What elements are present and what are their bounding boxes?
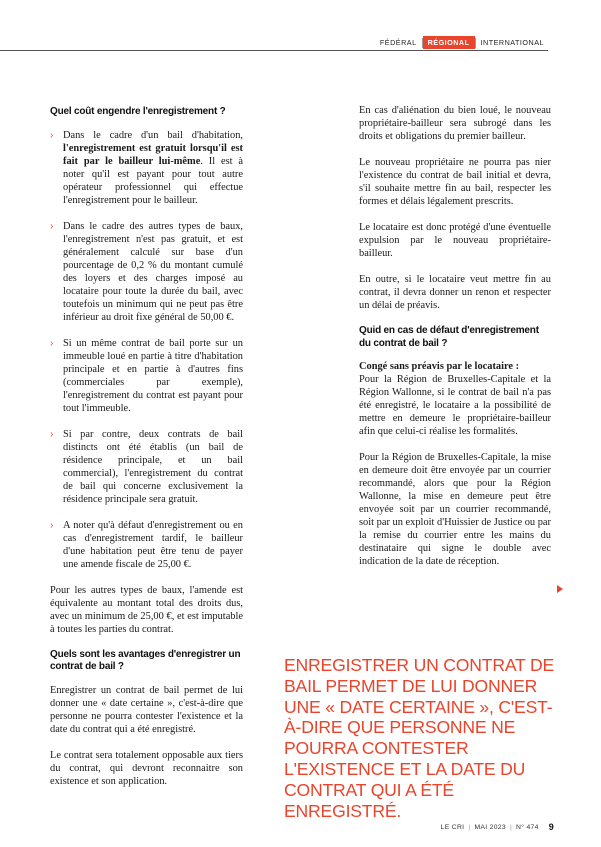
list-item xyxy=(50,220,243,324)
bullet-text: Dans le cadre d'un bail d'habitation, xyxy=(63,129,243,141)
page-footer xyxy=(441,822,554,832)
page-number: 9 xyxy=(548,822,554,832)
heading-default-registration: Quid en cas de défaut d'enregistrement du contrat de bail ? xyxy=(359,325,539,349)
tab-regional[interactable]: RÉGIONAL xyxy=(423,36,475,49)
chevron-right-icon: › xyxy=(50,337,54,349)
bullet-text: . Il est à noter qu'il est payant pour tout autre opérateur professionnel qui effectue l'enregistrement pour le bailleur. xyxy=(63,155,243,206)
paragraph: En outre, si le locataire veut mettre fin au contrat, il devra donner un renon et respecter un délai de préavis. xyxy=(359,274,551,311)
paragraph: En cas d'aliénation du bien loué, le nouveau propriétaire-bailleur sera subrogé dans les droits et obligations du premier bailleur. xyxy=(359,105,551,142)
chevron-right-icon: › xyxy=(50,220,54,232)
list-item xyxy=(50,129,243,207)
chevron-right-icon: › xyxy=(50,428,54,440)
section-nav xyxy=(375,36,549,49)
bullet-text: Si un même contrat de bail porte sur un immeuble loué en partie à titre d'habitation principale et en partie à d'autres fins (commerciales par exemple), l'enregistrement du contrat est payant pour tout l'immeuble. xyxy=(63,337,243,414)
left-column xyxy=(50,106,243,801)
bullet-text: A noter qu'à défaut d'enregistrement ou en cas d'enregistrement tardif, le bailleur d'une habitation peut être tenu de payer une amende fiscale de 25,00 €. xyxy=(63,519,243,570)
publication-name: LE CRI xyxy=(440,823,465,831)
chevron-right-icon: › xyxy=(50,129,54,141)
bullet-text: Dans le cadre des autres types de baux, l'enregistrement n'est pas gratuit, et est généralement calculé sur base d'un pourcentage de 0,2 % du montant cumulé des loyers et des charges imposé au locataire pour toute la durée du bail, avec toutefois un minimum qui ne peut pas être inférieur au droit fixe général de 50,00 €. xyxy=(63,220,243,323)
bullet-emphasis: l'enregistrement est gratuit lorsqu'il est fait par le bailleur lui-même xyxy=(63,142,243,167)
paragraph: Le nouveau propriétaire ne pourra pas nier l'existence du contrat de bail initial et devra, s'il souhaite mettre fin au bail, respecter les formes et délais légalement prescrits. xyxy=(359,157,551,207)
paragraph xyxy=(359,360,551,438)
subheading-notice: Congé sans préavis par le locataire : xyxy=(359,361,520,372)
paragraph: Enregistrer un contrat de bail permet de lui donner une « date certaine », c'est-à-dire que personne ne pourra contester l'existence et la date du contrat qui a été enregistré. xyxy=(50,684,243,735)
paragraph-text: Pour la Région de Bruxelles-Capitale et la Région Wallonne, si le contrat de bail n'a pas été enregistré, le locataire a la possibilité de mettre en demeure le propriétaire-bailleur afin que celui-ci réalise les formalités. xyxy=(359,374,551,437)
right-column xyxy=(359,104,551,581)
pull-quote: ENREGISTRER UN CONTRAT DE BAIL PERMET DE LUI DONNER UNE « DATE CERTAINE », C'EST-À-DIRE QUE PERSONNE NE POURRA CONTESTER L'EXISTENCE ET LA DATE DU CONTRAT QUI A ÉTÉ ENREGISTRÉ. xyxy=(284,655,555,821)
header-rule xyxy=(0,50,548,51)
bullet-text: Si par contre, deux contrats de bail distincts ont été établis (un bail de résidence principale, et un bail commercial), l'enregistrement du contrat de bail qui concerne exclusivement la résidence principale sera gratuit. xyxy=(63,428,243,505)
list-item xyxy=(50,337,243,415)
chevron-right-icon: › xyxy=(50,519,54,531)
cost-bullet-list xyxy=(50,129,243,571)
issue-number: N° 474 xyxy=(516,823,539,831)
footer-divider: | xyxy=(468,823,471,831)
paragraph: Le locataire est donc protégé d'une éventuelle expulsion par le nouveau propriétaire-bailleur. xyxy=(359,222,551,259)
tab-federal[interactable]: FÉDÉRAL xyxy=(379,38,417,47)
tab-international[interactable]: INTERNATIONAL xyxy=(480,38,544,47)
heading-cost: Quel coût engendre l'enregistrement ? xyxy=(50,106,226,117)
paragraph: Pour les autres types de baux, l'amende est équivalente au montant total des droits dus, avec un minimum de 25,00 €, et est imputable à toutes les parties du contrat. xyxy=(50,584,243,635)
heading-advantages: Quels sont les avantages d'enregistrer un contrat de bail ? xyxy=(50,648,241,672)
continue-arrow-icon xyxy=(557,585,563,593)
list-item xyxy=(50,519,243,571)
paragraph: Pour la Région de Bruxelles-Capitale, la mise en demeure doit être envoyée par un courrier recommandé, alors que pour la Région Wallonne, la mise en demeure peut être envoyée soit par un courrier recommandé, soit par un exploit d'Huissier de Justice ou par la remise du courrier entre les mains du destinataire qui signe le double avec indication de la date de réception. xyxy=(359,452,551,567)
list-item xyxy=(50,428,243,506)
footer-divider: | xyxy=(509,823,513,831)
paragraph: Le contrat sera totalement opposable aux tiers du contrat, qui devront reconnaitre son existence et son application. xyxy=(50,749,243,787)
issue-date: MAI 2023 xyxy=(474,823,506,831)
